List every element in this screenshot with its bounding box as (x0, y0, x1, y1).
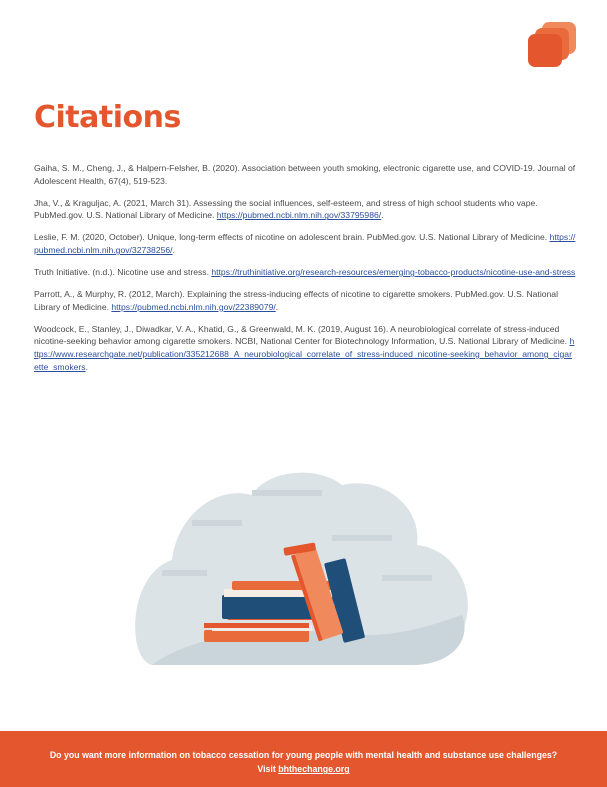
reference-item: Parrott, A., & Murphy, R. (2012, March). Explaining the stress-inducing effects of nicotine to cigarette smokers. PubMed.gov. U.S. National Library of Medicine. https://pubmed.ncbi.nlm.nih.gov/22389079/. (34, 289, 558, 312)
reference-item: Jha, V., & Kraguljac, A. (2021, March 31). Assessing the social influences, self-esteem, and stress of high school students who vape. PubMed.gov. U.S. National Library of Medicine. https://pubmed.ncbi.nlm.nih.gov/33795986/. (34, 197, 538, 221)
reference-link[interactable]: https://pubmed.ncbi.nlm.nih.gov/32738256/ (34, 232, 576, 255)
footer-website-link[interactable]: bhthechange.org (278, 764, 350, 774)
reference-text: Parrott, A., & Murphy, R. (2012, March). Explaining the stress-inducing effects of nicotine to cigarette smokers. PubMed.gov. U.S. National Library of Medicine. (34, 289, 558, 312)
reference-link[interactable]: https://www.researchgate.net/publication/335212688_A_neurobiological_correlate_of_stress-induced_nicotine-seeking_behavior_among_cigarette_smokers (34, 336, 575, 372)
footer-banner (0, 731, 607, 787)
reference-link[interactable]: https://pubmed.ncbi.nlm.nih.gov/22389079/ (111, 301, 276, 312)
reference-item (34, 162, 576, 187)
reference-item (34, 266, 576, 279)
reference-text: Woodcock, E., Stanley, J., Diwadkar, V. A., Khatid, G., & Greenwald, M. K. (2019, August 16). A neurobiological correlate of stress-induced nicotine-seeking behavior among cigarette smokers. NCBI, National Center for Biotechnology Information, U.S. National Library of Medicine. (34, 323, 570, 347)
reference-link[interactable]: https://truthinitiative.org/research-resources/emerging-tobacco-products/nicotine-use-and-stress (211, 267, 576, 278)
reference-text: Truth Initiative. (n.d.). Nicotine use and stress. (34, 267, 212, 278)
footer-visit-line (0, 762, 607, 776)
footer-question: Do you want more information on tobacco cessation for young people with mental health and substance use challenges? (49, 750, 558, 760)
page-title: Citations (34, 100, 181, 135)
reference-list (34, 162, 576, 383)
brand-logo-icon (528, 22, 576, 67)
reference-link[interactable]: https://pubmed.ncbi.nlm.nih.gov/33795986/ (216, 210, 382, 221)
reference-item: Woodcock, E., Stanley, J., Diwadkar, V. A., Khatid, G., & Greenwald, M. K. (2019, August 16). A neurobiological correlate of stress-induced nicotine-seeking behavior among cigarette smokers. NCBI, National Center for Biotechnology Information, U.S. National Library of Medicine. https://www.researchgate.net/publication/335212688_A_neurobiological_correlate_of_stress-induced_nicotine-seeking_behavior_among_cigarette_smokers. (34, 323, 575, 372)
reference-text: Jha, V., & Kraguljac, A. (2021, March 31). Assessing the social influences, self-esteem, and stress of high school students who vape. PubMed.gov. U.S. National Library of Medicine. (34, 197, 538, 221)
reference-text: Gaiha, S. M., Cheng, J., & Halpern-Felsher, B. (2020). Association between youth smoking, electronic cigarette use, and COVID-19. Journal of Adolescent Health, 67(4), 519-523. (34, 163, 576, 186)
footer-visit-label: Visit (257, 764, 279, 774)
reference-text: Leslie, F. M. (2020, October). Unique, long-term effects of nicotine on adolescent brain. PubMed.gov. U.S. National Library of Medicine. (34, 232, 550, 243)
reference-item: Leslie, F. M. (2020, October). Unique, long-term effects of nicotine on adolescent brain. PubMed.gov. U.S. National Library of Medicine. https://pubmed.ncbi.nlm.nih.gov/32738256/. (34, 232, 576, 255)
stack-of-books-illustration-icon (132, 465, 476, 670)
